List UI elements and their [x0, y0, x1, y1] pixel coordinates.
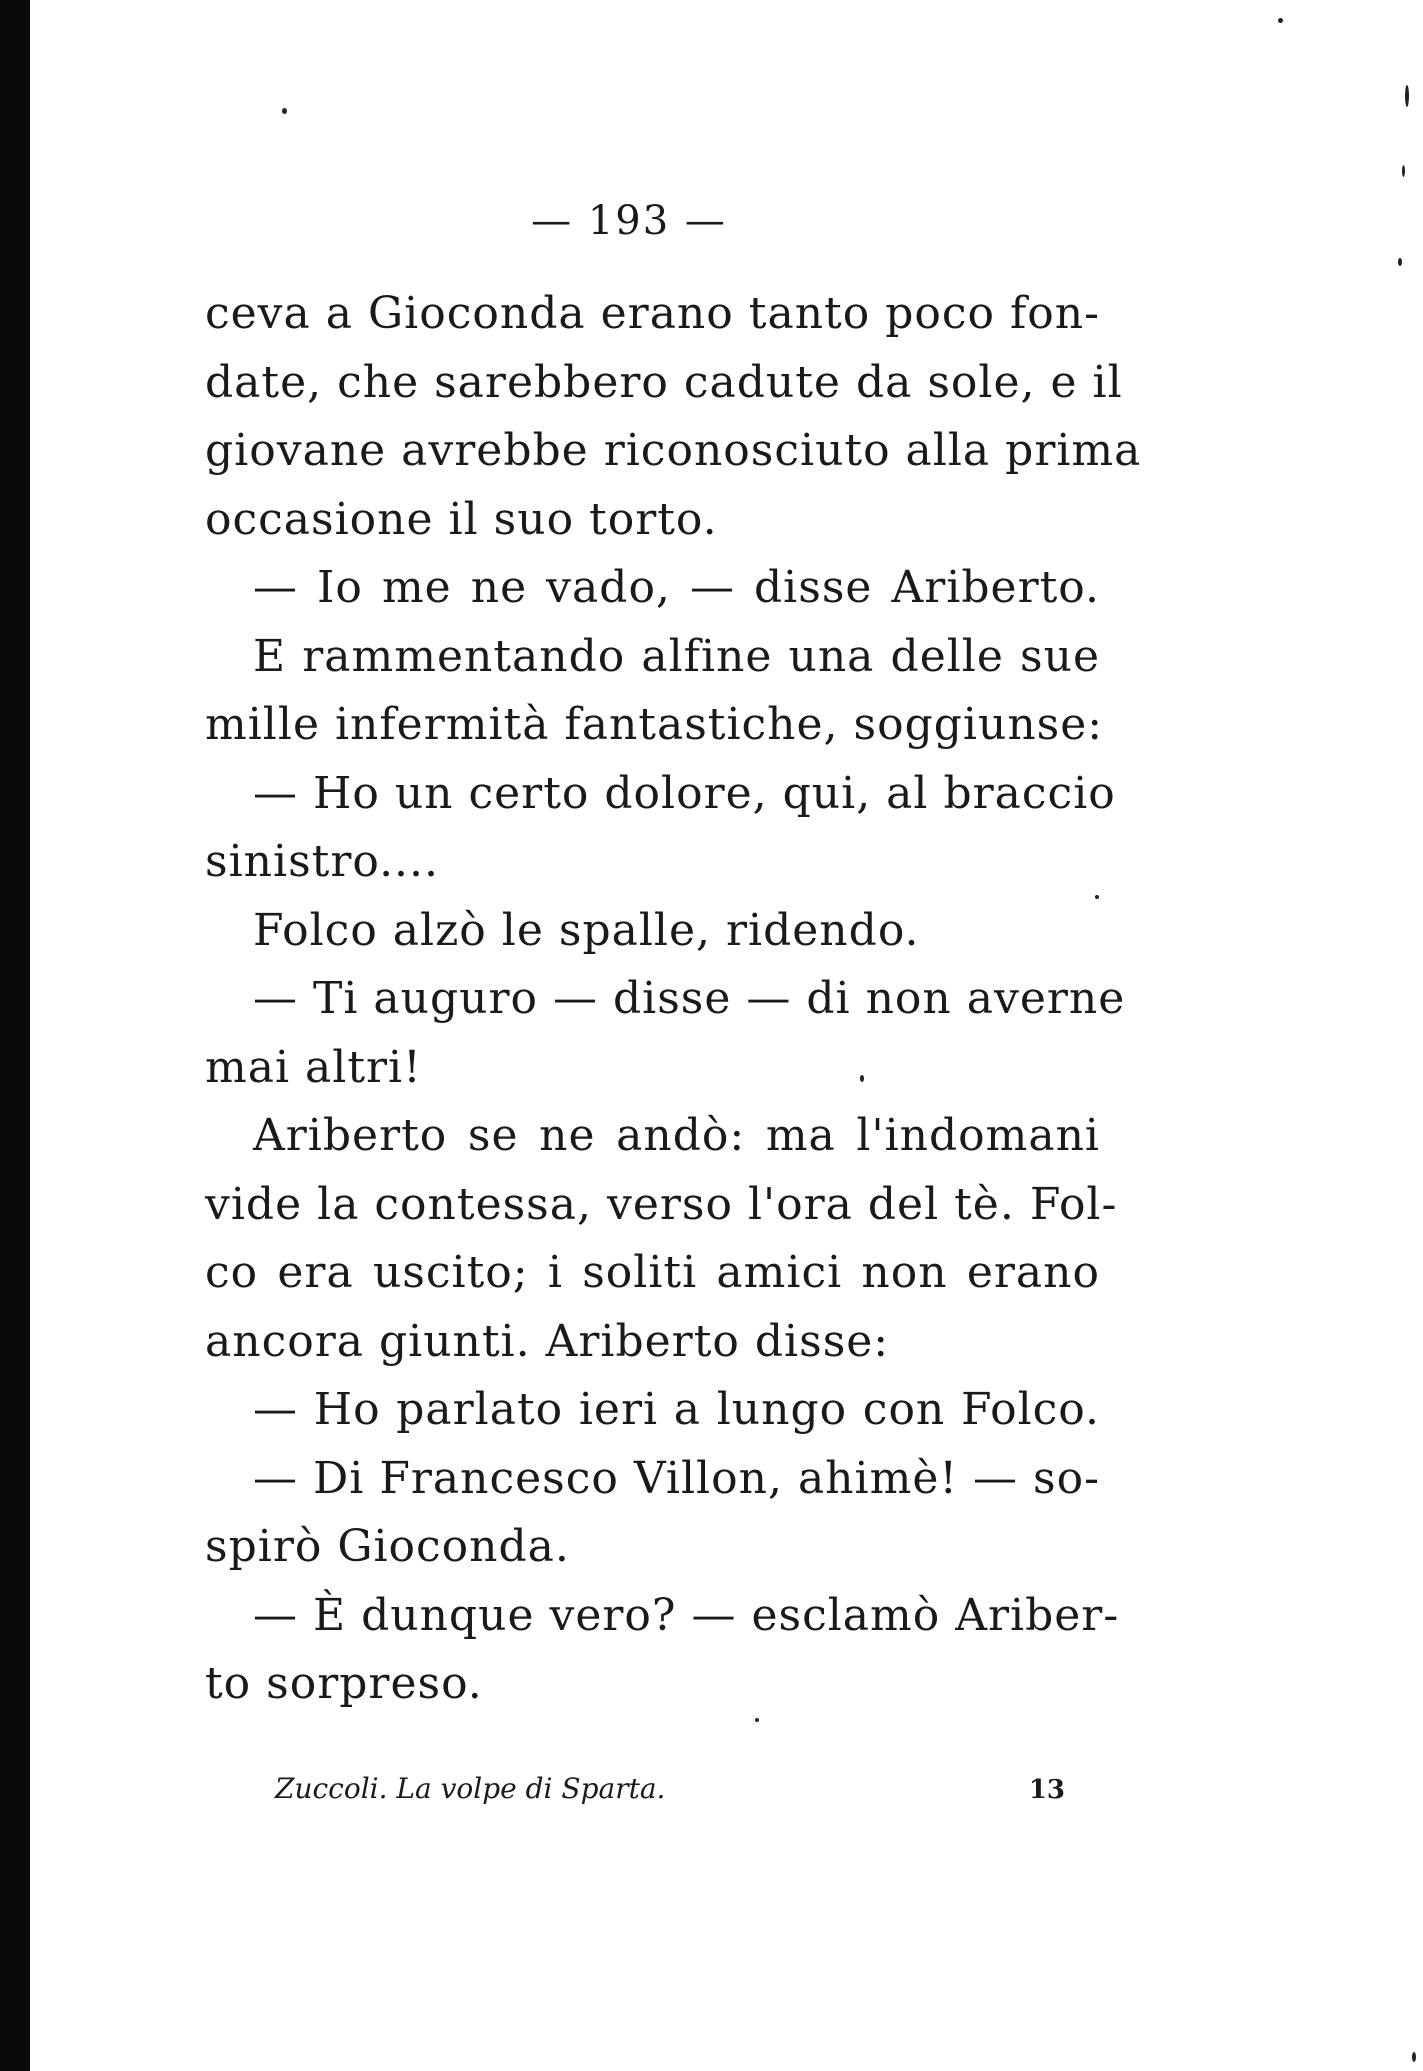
text-line: spirò Gioconda.: [205, 1521, 570, 1572]
text-line: — Ho un certo dolore, qui, al braccio: [253, 767, 1116, 819]
text-line: — Ti auguro — disse — di non averne: [253, 973, 1126, 1024]
text-line: date, che sarebbero cadute da sole, e il: [205, 356, 1123, 408]
text-line: sinistro....: [205, 836, 440, 887]
text-line: Ariberto se ne andò: ma l'indomani: [253, 1110, 1100, 1161]
text-line: mille infermità fantastiche, soggiunse:: [205, 699, 1104, 750]
text-line: co era uscito; i soliti amici non erano: [205, 1247, 1100, 1298]
scan-binding-edge: [0, 0, 30, 2071]
text-line: occasione il suo torto.: [205, 493, 718, 545]
text-line: ancora giunti. Ariberto disse:: [205, 1315, 890, 1367]
signature-mark: 13: [1028, 1775, 1065, 1805]
text-line: ceva a Gioconda erano tanto poco fon-: [205, 288, 1100, 339]
scan-speck: [1402, 165, 1405, 177]
page-footer: [275, 1772, 1065, 1805]
text-line: — Ho parlato ieri a lungo con Folco.: [253, 1384, 1100, 1435]
scan-speck: [1405, 85, 1409, 107]
text-line: mai altri!: [205, 1041, 422, 1093]
scan-speck: [1278, 18, 1283, 23]
body-text: [205, 280, 1142, 1719]
footer-citation: Zuccoli. La volpe di Sparta.: [275, 1772, 666, 1805]
scan-speck: [1398, 258, 1402, 266]
scan-speck: [755, 1718, 759, 1722]
text-line: — Io me ne vado, — disse Ariberto.: [253, 562, 1100, 613]
scan-speck: [282, 108, 287, 114]
scan-edge-mark: [6, 770, 30, 880]
scan-edge-mark: [6, 1190, 30, 1300]
scan-speck: [1412, 2052, 1416, 2062]
page-number: — 193 —: [531, 198, 727, 244]
text-line: — Di Francesco Villon, ahimè! — so-: [253, 1452, 1100, 1504]
text-line: giovane avrebbe riconosciuto alla prima: [205, 425, 1142, 476]
text-line: to sorpreso.: [205, 1658, 483, 1709]
text-line: vide la contessa, verso l'ora del tè. Fol-: [205, 1178, 1118, 1230]
text-line: — È dunque vero? — esclamò Ariber-: [253, 1589, 1120, 1641]
text-line: Folco alzò le spalle, ridendo.: [253, 904, 920, 956]
text-line: E rammentando alfine una delle sue: [253, 630, 1100, 682]
